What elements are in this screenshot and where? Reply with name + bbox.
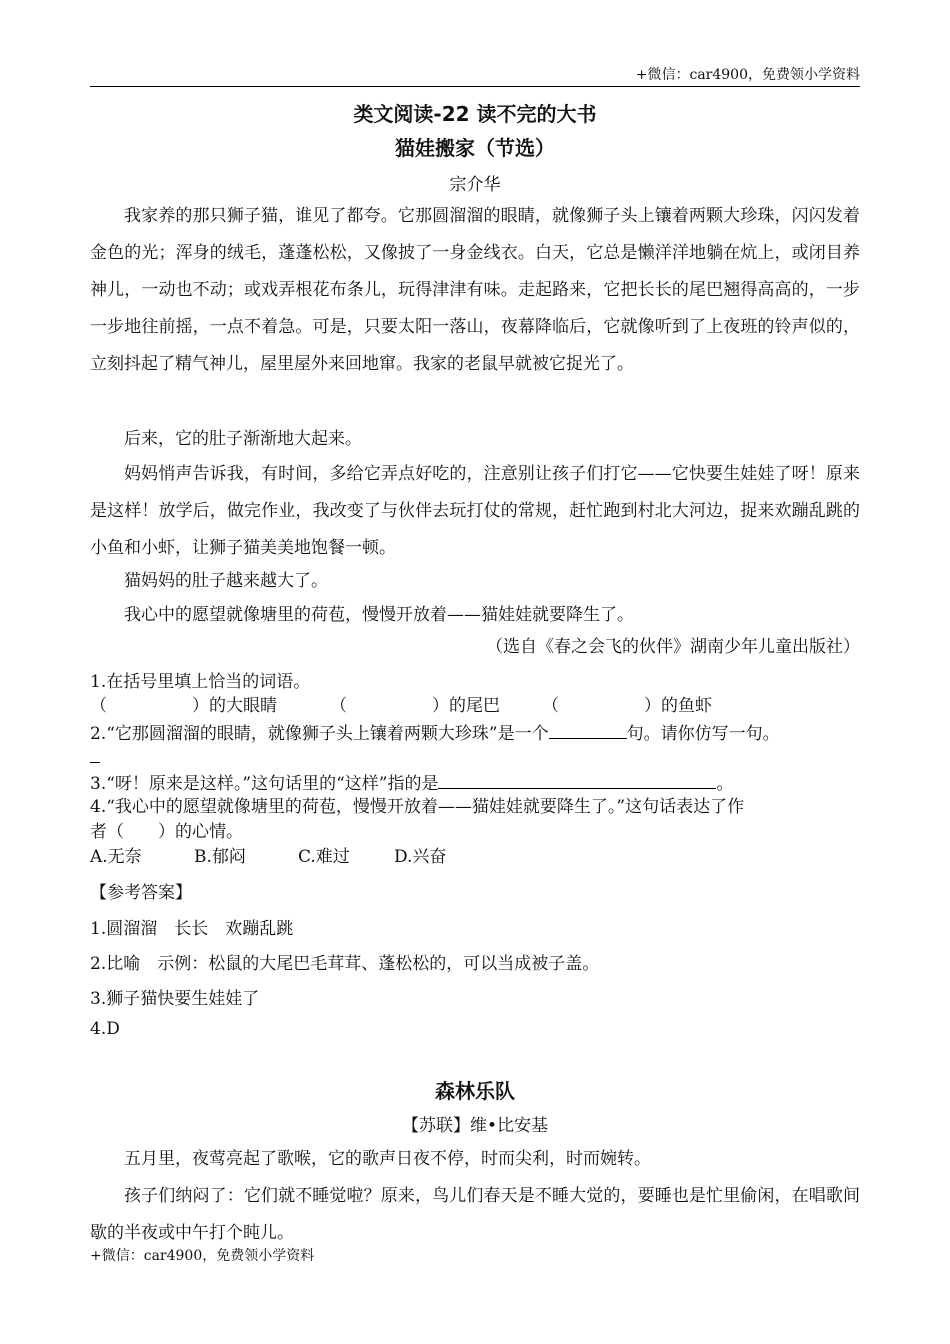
header-note: +微信：car4900，免费领小学资料 (635, 67, 860, 83)
story1-paragraph-4: 猫妈妈的肚子越来越大了。 (124, 571, 328, 591)
question-1-items (90, 694, 860, 719)
q4-option-b[interactable]: B.郁闷 (194, 847, 246, 867)
story2-author: 【苏联】维•比安基 (401, 1116, 549, 1136)
question-4-cont: 者（ ）的心情。 (90, 822, 243, 842)
footer-note: +微信：car4900，免费领小学资料 (90, 1248, 315, 1264)
story2-paragraph-1: 五月里，夜莺亮起了歌喉，它的歌声日夜不停，时而尖利，时而婉转。 (124, 1149, 651, 1169)
header-divider (90, 86, 860, 87)
q2-text: 2.“它那圆溜溜的眼睛，就像狮子头上镶着两颗大珍珠”是一个 (90, 724, 549, 744)
answer-3: 3.狮子猫快要生娃娃了 (90, 989, 260, 1009)
story1-source: （选自《春之会飞的伙伴》湖南少年儿童出版社） (486, 637, 860, 657)
q2-text-end: 句。请你仿写一句。 (626, 724, 780, 744)
q2-write-blank[interactable] (90, 744, 100, 763)
story1-title: 猫娃搬家（节选） (395, 136, 555, 160)
q3-text: 3.“呀！原来是这样。”这句话里的“这样”指的是 (90, 774, 439, 794)
q3-text-end: 。 (716, 774, 734, 794)
q1-item-eyes: （ ）的大眼睛 (90, 696, 277, 716)
q2-answer-blank[interactable] (549, 720, 627, 739)
question-1: 1.在括号里填上恰当的词语。 (90, 672, 311, 692)
story1-author: 宗介华 (449, 175, 501, 195)
q1-item-fish: （ ）的鱼虾 (542, 696, 712, 716)
question-4: 4.“我心中的愿望就像塘里的荷苞，慢慢开放着——猫娃娃就要降生了。”这句话表达了作 (90, 797, 745, 817)
story1-paragraph-5: 我心中的愿望就像塘里的荷苞，慢慢开放着——猫娃娃就要降生了。 (124, 605, 634, 625)
answers-title: 【参考答案】 (90, 883, 192, 903)
question-2-answer-line (90, 744, 860, 771)
story1-paragraph-3: 妈妈悄声告诉我，有时间，多给它弄点好吃的，注意别让孩子们打它——它快要生娃娃了呀！原来是这样！放学后，做完作业，我改变了与伙伴去玩打仗的常规，赶忙跑到村北大河边，捉来欢蹦乱跳的小鱼和小虾，让狮子猫美美地饱餐一顿。 (90, 464, 860, 558)
answer-2: 2.比喻 示例：松鼠的大尾巴毛茸茸、蓬松松的，可以当成被子盖。 (90, 954, 600, 974)
question-4-options (90, 845, 860, 870)
answer-1: 1.圆溜溜 长长 欢蹦乱跳 (90, 919, 294, 939)
story2-paragraph-2: 孩子们纳闷了：它们就不睡觉啦？原来，鸟儿们春天是不睡大觉的，要睡也是忙里偷闲，在唱歌间歇的半夜或中午打个盹儿。 (90, 1186, 860, 1243)
story2-title: 森林乐队 (435, 1079, 515, 1103)
question-2 (90, 720, 860, 747)
q4-option-c[interactable]: C.难过 (298, 847, 350, 867)
q1-item-tail: （ ）的尾巴 (330, 696, 500, 716)
answer-4: 4.D (90, 1019, 120, 1039)
story1-paragraph-2: 后来，它的肚子渐渐地大起来。 (124, 429, 362, 449)
story1-paragraph-1: 我家养的那只狮子猫，谁见了都夸。它那圆溜溜的眼睛，就像狮子头上镶着两颗大珍珠，闪闪发着金色的光；浑身的绒毛，蓬蓬松松，又像披了一身金线衣。白天，它总是懒洋洋地躺在炕上，或闭目养神儿，一动也不动；或戏弄根花布条儿，玩得津津有味。走起路来，它把长长的尾巴翘得高高的，一步一步地往前摇，一点不着急。可是，只要太阳一落山，夜幕降临后，它就像听到了上夜班的铃声似的，立刻抖起了精气神儿，屋里屋外来回地窜。我家的老鼠早就被它捉光了。 (90, 206, 860, 374)
question-3 (90, 770, 860, 797)
q4-option-d[interactable]: D.兴奋 (394, 847, 447, 867)
q4-option-a[interactable]: A.无奈 (90, 847, 142, 867)
page-title: 类文阅读-22 读不完的大书 (353, 102, 597, 126)
q3-answer-blank[interactable] (438, 770, 716, 789)
